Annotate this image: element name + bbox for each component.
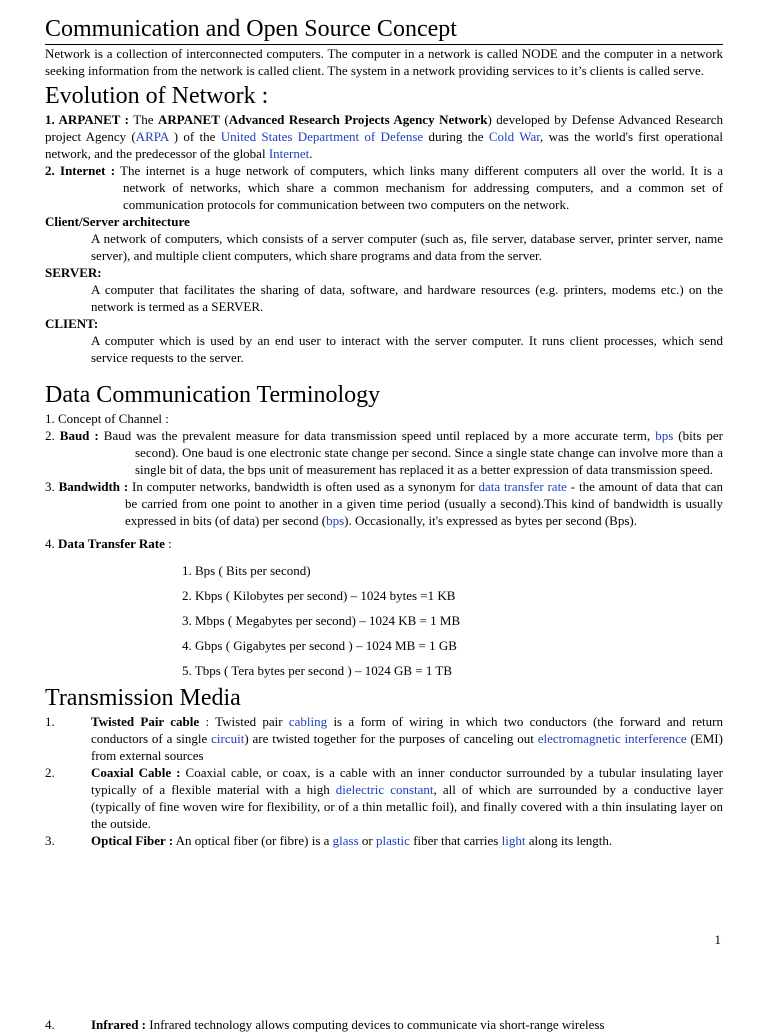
- plastic-link[interactable]: plastic: [376, 833, 410, 848]
- page-title: Communication and Open Source Concept: [45, 14, 723, 45]
- item-number: 2.: [45, 765, 55, 780]
- baud-text: Baud was the prevalent measure for data transmission speed until replaced by a more accurate term,: [98, 428, 656, 443]
- arpanet-text: ) developed by Defense Advanced Research project Agency (: [45, 112, 723, 144]
- bandwidth-text: ). Occasionally, it's expressed as bytes per second (Bps).: [344, 513, 637, 528]
- bandwidth-text: In computer networks, bandwidth is often used as a synonym for: [128, 479, 479, 494]
- intro-paragraph: Network is a collection of interconnected computers. The computer in a network is called NODE and the computer in a network seeking information from the network is called client. The system in a network providing services to it’s clients is called serve.: [45, 46, 723, 78]
- arpanet-paragraph: [45, 111, 723, 162]
- item-number: 4.: [45, 1017, 55, 1032]
- internet-label: 2. Internet :: [45, 163, 116, 178]
- internet-text: The internet is a huge network of computers, which links many different computers all over the world. It is a network of networks, which share a common mechanism for addressing computers, and a common set of communication protocols for communication between two computers on the network.: [115, 163, 723, 212]
- arpanet-text: (: [219, 112, 229, 127]
- dielectric-link[interactable]: dielectric constant: [335, 782, 434, 797]
- rate-num: 4.: [45, 536, 58, 551]
- optical-text-part: along its length.: [525, 833, 613, 848]
- arpa-link[interactable]: ARPA: [135, 129, 169, 144]
- arpanet-label: 1. ARPANET :: [45, 112, 130, 127]
- data-transfer-rate-link[interactable]: data transfer rate: [478, 479, 567, 494]
- arpanet-text: .: [309, 146, 313, 161]
- bandwidth-label: Bandwidth :: [58, 479, 129, 494]
- arpanet-fullname: Advanced Research Projects Agency Network: [228, 112, 488, 127]
- list-item: 4. Gbps ( Gigabytes per second ) – 1024 MB = 1 GB: [182, 638, 457, 653]
- list-item: 2. Kbps ( Kilobytes per second) – 1024 bytes =1 KB: [182, 588, 456, 603]
- rate-list: [45, 558, 723, 683]
- infrared-label: Infrared :: [91, 1017, 147, 1032]
- bps-link[interactable]: bps: [655, 428, 674, 443]
- item-number: 3.: [45, 833, 55, 848]
- circuit-link[interactable]: circuit: [211, 731, 245, 746]
- cold-war-link[interactable]: Cold War: [488, 129, 541, 144]
- optical-text-part: An optical fiber (or fibre) is a: [173, 833, 333, 848]
- list-item: 3. Mbps ( Megabytes per second) – 1024 KB = 1 MB: [182, 613, 461, 628]
- bps-link[interactable]: bps: [326, 513, 345, 528]
- coaxial-text-part: , all of which are surrounded by a conductive layer (typically of fine woven wire for flexibility, or of a thin metallic foil), and finally covered with a thin insulating layer on the outside.: [91, 782, 723, 831]
- infrared-item: [45, 1016, 723, 1033]
- client-text: A computer which is used by an end user to interact with the server computer. It runs client processes, which send service requests to the server.: [91, 333, 723, 365]
- bandwidth-paragraph: [45, 478, 723, 529]
- optical-text-part: or: [358, 833, 376, 848]
- optical-text: [91, 832, 723, 849]
- twisted-pair-item: [45, 713, 723, 764]
- coaxial-text: [91, 764, 723, 832]
- rate-heading: [45, 535, 723, 552]
- optical-text-part: fiber that carries: [409, 833, 502, 848]
- twisted-text: is a form of wiring in which two conductors (the forward and return conductors of a single: [91, 714, 723, 746]
- baud-text: (bits per second). One baud is one electronic state change per second. Since a single state change can involve more than a single bit of data, the bps unit of measurement has replaced it as a better expression of data transmission speed.: [135, 428, 724, 477]
- item-number: 1.: [45, 714, 55, 729]
- coaxial-text-part: Coaxial cable, or coax, is a cable with an inner conductor surrounded by a tubular insulating layer typically of a flexible material with a high: [91, 765, 723, 797]
- internet-paragraph: [45, 162, 723, 213]
- twisted-text: ) are twisted together for the purposes of canceling out: [244, 731, 538, 746]
- client-heading: CLIENT:: [45, 316, 99, 331]
- page-number: 1: [714, 932, 721, 947]
- baud-num: 2.: [45, 428, 60, 443]
- arpanet-text: The: [129, 112, 159, 127]
- document-page: [45, 14, 723, 849]
- cabling-link[interactable]: cabling: [288, 714, 328, 729]
- media-heading: Transmission Media: [45, 685, 241, 711]
- optical-item: [45, 832, 723, 849]
- internet-link[interactable]: Internet: [268, 146, 310, 161]
- arpanet-text: ) of the: [168, 129, 221, 144]
- arpanet-bold: ARPANET: [158, 112, 220, 127]
- infrared-text: [91, 1016, 723, 1033]
- glass-link[interactable]: glass: [332, 833, 359, 848]
- infrared-text-part: Infrared technology allows computing devices to communicate via short-range wireless: [146, 1017, 605, 1032]
- coaxial-item: [45, 764, 723, 832]
- rate-colon: :: [164, 536, 172, 551]
- list-item: 1. Bps ( Bits per second): [182, 563, 311, 578]
- bandwidth-num: 3.: [45, 479, 59, 494]
- optical-label: Optical Fiber :: [91, 833, 174, 848]
- coaxial-label: Coaxial Cable :: [91, 765, 181, 780]
- twisted-pair-label: Twisted Pair cable: [91, 714, 200, 729]
- terminology-heading: Data Communication Terminology: [45, 382, 381, 408]
- server-text: A computer that facilitates the sharing of data, software, and hardware resources (e.g. printers, modems etc.) on the network is termed as a SERVER.: [91, 282, 723, 314]
- list-item: 5. Tbps ( Tera bytes per second ) – 1024 GB = 1 TB: [182, 663, 452, 678]
- emi-link[interactable]: electromagnetic interference: [537, 731, 687, 746]
- client-server-heading: Client/Server architecture: [45, 214, 190, 229]
- rate-label: Data Transfer Rate: [58, 536, 165, 551]
- baud-label: Baud :: [59, 428, 99, 443]
- light-link[interactable]: light: [501, 833, 526, 848]
- twisted-text: (EMI) from external sources: [91, 731, 723, 763]
- arpanet-text: , was the world's first operational network, and the predecessor of the global: [45, 129, 724, 161]
- twisted-pair-text: [91, 713, 723, 764]
- client-server-text: A network of computers, which consists of a server computer (such as, file server, database server, printer server, name server), and multiple client computers, which share programs and data from the server.: [91, 231, 723, 263]
- evolution-heading: Evolution of Network :: [45, 83, 269, 109]
- dod-link[interactable]: United States Department of Defense: [220, 129, 424, 144]
- server-heading: SERVER:: [45, 265, 102, 280]
- twisted-text: : Twisted pair: [199, 714, 289, 729]
- arpanet-text: during the: [423, 129, 489, 144]
- bandwidth-text: - the amount of data that can be carried from one point to another in a given time period (usually a second).This kind of bandwidth is usually expressed in bits (of data) per second (: [125, 479, 723, 528]
- baud-paragraph: [45, 427, 723, 478]
- channel-line: 1. Concept of Channel :: [45, 411, 169, 426]
